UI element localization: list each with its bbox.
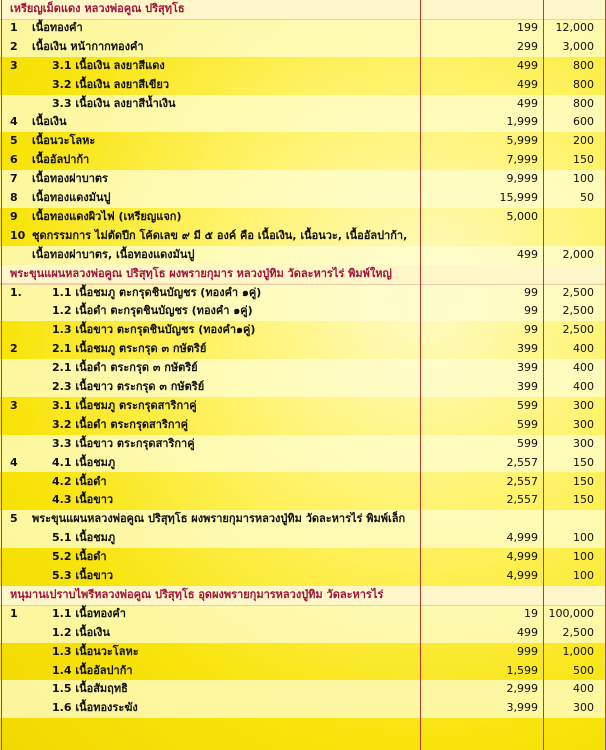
table-row bbox=[0, 246, 606, 265]
table-row bbox=[0, 643, 606, 662]
item-number: 4 bbox=[10, 455, 18, 469]
item-quantity: 1,000 bbox=[562, 644, 594, 658]
item-price bbox=[420, 227, 538, 246]
item-description: เนื้อเงิน หน้ากากทองคำ bbox=[32, 39, 144, 53]
section-title-row bbox=[0, 586, 606, 605]
table-row bbox=[0, 605, 606, 624]
item-quantity: 400 bbox=[573, 342, 594, 356]
item-number bbox=[10, 529, 28, 548]
item-price: 999 bbox=[517, 644, 538, 658]
item-price: 15,999 bbox=[499, 191, 538, 204]
item-number: 1 bbox=[10, 606, 18, 620]
item-number bbox=[10, 416, 28, 435]
item-price bbox=[420, 510, 538, 529]
item-price: 199 bbox=[517, 20, 538, 34]
item-number bbox=[10, 662, 28, 681]
table-row bbox=[0, 548, 606, 567]
table-row bbox=[0, 473, 606, 492]
item-price: 499 bbox=[517, 247, 538, 261]
item-description: 1.1 เนื้อชมภู ตะกรุดชินบัญชร (ทองคำ ๑คู่) bbox=[52, 285, 262, 299]
item-description: 4.2 เนื้อดำ bbox=[52, 474, 107, 488]
item-description: เนื้อทองฝาบาตร bbox=[32, 172, 108, 186]
item-quantity: 800 bbox=[573, 58, 594, 72]
item-number: 10 bbox=[10, 228, 26, 242]
item-description: เนื้อทองคำ bbox=[32, 20, 83, 34]
item-number: 3 bbox=[10, 398, 18, 412]
item-number: 7 bbox=[10, 172, 18, 186]
item-price: 7,999 bbox=[506, 153, 538, 167]
item-price: 399 bbox=[517, 342, 538, 356]
table-row bbox=[0, 416, 606, 435]
item-description: 3.3 เนื้อเงิน ลงยาสีน้ำเงิน bbox=[52, 96, 176, 110]
column-divider bbox=[543, 0, 544, 750]
item-quantity: 500 bbox=[573, 663, 594, 677]
table-row bbox=[0, 302, 606, 321]
item-quantity: 300 bbox=[573, 436, 594, 450]
item-price: 399 bbox=[517, 361, 538, 375]
item-quantity: 2,500 bbox=[562, 323, 594, 337]
item-price: 99 bbox=[524, 285, 538, 299]
section-title: หนุมานเปราบไพรีหลวงพ่อคูณ ปริสุทฺโธ อุดผงพรายกุมารหลวงปู่ทิม วัดละหารไร่ bbox=[10, 587, 384, 601]
item-description: 1.3 เนื้อนวะโลหะ bbox=[52, 644, 139, 658]
item-quantity: 300 bbox=[573, 398, 594, 412]
item-price: 499 bbox=[517, 77, 538, 91]
item-description: 2.3 เนื้อขาว ตระกรุด ๓ กษัตริย์ bbox=[52, 380, 205, 393]
item-number: 9 bbox=[10, 209, 18, 223]
table-row bbox=[0, 189, 606, 208]
item-quantity: 12,000 bbox=[555, 20, 594, 34]
item-number bbox=[10, 321, 28, 340]
item-number bbox=[10, 624, 28, 643]
item-quantity: 200 bbox=[573, 134, 594, 148]
table-row bbox=[0, 132, 606, 151]
item-number: 2 bbox=[10, 39, 18, 53]
item-description: 5.3 เนื้อขาว bbox=[52, 569, 114, 582]
table-row bbox=[0, 170, 606, 189]
item-description: 3.1 เนื้อชมภู ตระกรุดสาริกาคู่ bbox=[52, 398, 197, 412]
item-price: 99 bbox=[524, 323, 538, 337]
item-price: 599 bbox=[517, 436, 538, 450]
table-row bbox=[0, 454, 606, 473]
section-title-row bbox=[0, 0, 606, 19]
item-price: 19 bbox=[524, 606, 538, 620]
item-price: 399 bbox=[517, 380, 538, 393]
item-description: เนื้อนวะโลหะ bbox=[32, 134, 96, 148]
item-price: 599 bbox=[517, 417, 538, 431]
item-price: 4,999 bbox=[506, 550, 538, 564]
item-quantity: 300 bbox=[573, 417, 594, 431]
item-number: 3 bbox=[10, 58, 18, 72]
section-title: พระขุนแผนหลวงพ่อคูณ ปริสุทฺโธ ผงพรายกุมาร หลวงปู่ทิม วัดละหารไร่ พิมพ์ใหญ่ bbox=[10, 266, 392, 280]
item-price: 1,599 bbox=[506, 663, 538, 677]
section-title-row bbox=[0, 265, 606, 284]
item-description: เนื้อทองฝาบาตร, เนื้อทองแดงมันปู bbox=[32, 247, 195, 261]
item-description: 1.6 เนื้อทองระฆัง bbox=[52, 701, 138, 715]
item-description: ชุดกรรมการ ไม่ตัดปีก โค้ดเลข ๙ มี ๕ องค์ คือ เนื้อเงิน, เนื้อนวะ, เนื้ออัลปาก้า, bbox=[32, 228, 408, 242]
table-row bbox=[0, 699, 606, 718]
item-quantity: 150 bbox=[573, 455, 594, 469]
table-row bbox=[0, 680, 606, 699]
item-number: 5 bbox=[10, 134, 18, 148]
table-row bbox=[0, 624, 606, 643]
item-quantity: 150 bbox=[573, 153, 594, 167]
item-quantity bbox=[546, 227, 594, 246]
item-number: 5 bbox=[10, 512, 18, 526]
table-row bbox=[0, 208, 606, 227]
table-row bbox=[0, 19, 606, 38]
item-number: 4 bbox=[10, 115, 18, 129]
item-number bbox=[10, 567, 28, 586]
item-price: 1,999 bbox=[506, 115, 538, 129]
item-description: 1.2 เนื้อดำ ตะกรุดชินบัญชร (ทองคำ ๑คู่) bbox=[52, 304, 253, 318]
item-description: 1.2 เนื้อเงิน bbox=[52, 625, 110, 639]
item-number: 1 bbox=[10, 20, 18, 34]
item-quantity: 100 bbox=[573, 569, 594, 582]
item-description: 1.5 เนื้อสัมฤทธิ bbox=[52, 682, 128, 696]
item-quantity: 400 bbox=[573, 361, 594, 375]
item-description: เนื้อทองแดงมันปู bbox=[32, 191, 111, 204]
item-quantity: 2,500 bbox=[562, 625, 594, 639]
item-price: 4,999 bbox=[506, 531, 538, 545]
table-row bbox=[0, 397, 606, 416]
table-row bbox=[0, 76, 606, 95]
item-quantity bbox=[546, 208, 594, 227]
item-number: 2 bbox=[10, 342, 18, 356]
table-row bbox=[0, 284, 606, 303]
item-number bbox=[10, 435, 28, 454]
table-row bbox=[0, 38, 606, 57]
item-number bbox=[10, 76, 28, 95]
item-price: 2,557 bbox=[506, 455, 538, 469]
section-title: เหรียญเม็ดแดง หลวงพ่อคูณ ปริสุทฺโธ bbox=[10, 2, 185, 15]
item-quantity: 50 bbox=[580, 191, 594, 204]
item-description: 1.4 เนื้ออัลปาก้า bbox=[52, 663, 133, 677]
table-row bbox=[0, 567, 606, 586]
item-price: 2,557 bbox=[506, 474, 538, 488]
item-quantity: 150 bbox=[573, 474, 594, 488]
item-price: 2,999 bbox=[506, 682, 538, 696]
item-number bbox=[10, 378, 28, 397]
item-quantity: 2,000 bbox=[562, 247, 594, 261]
item-price: 2,557 bbox=[506, 493, 538, 507]
item-number: 8 bbox=[10, 191, 18, 204]
item-number bbox=[10, 359, 28, 378]
item-description: 3.3 เนื้อขาว ตระกรุดสาริกาคู่ bbox=[52, 436, 195, 450]
table-row bbox=[0, 321, 606, 340]
item-quantity: 300 bbox=[573, 701, 594, 715]
item-description: 3.1 เนื้อเงิน ลงยาสีแดง bbox=[52, 58, 165, 72]
item-description: พระขุนแผนหลวงพ่อคูณ ปริสุทฺโธ ผงพรายกุมารหลวงปู่ทิม วัดละหารไร่ พิมพ์เล็ก bbox=[32, 512, 406, 526]
table-row bbox=[0, 359, 606, 378]
item-description: 3.2 เนื้อดำ ตระกรุดสาริกาคู่ bbox=[52, 417, 189, 431]
item-description: เนื้อทองแดงผิวไฟ (เหรียญแจก) bbox=[32, 209, 182, 223]
item-number bbox=[10, 246, 28, 265]
item-number bbox=[10, 680, 28, 699]
item-description: 5.2 เนื้อดำ bbox=[52, 550, 107, 564]
item-number bbox=[10, 699, 28, 718]
item-price: 5,999 bbox=[506, 134, 538, 148]
item-price: 499 bbox=[517, 96, 538, 110]
item-quantity: 400 bbox=[573, 380, 594, 393]
item-description: เนื้ออัลปาก้า bbox=[32, 153, 90, 167]
item-quantity: 100,000 bbox=[548, 606, 594, 620]
item-description: 3.2 เนื้อเงิน ลงยาสีเขียว bbox=[52, 77, 170, 91]
table-row bbox=[0, 510, 606, 529]
item-quantity: 2,500 bbox=[562, 304, 594, 318]
item-number: 1. bbox=[10, 285, 22, 299]
table-row bbox=[0, 340, 606, 359]
item-number bbox=[10, 302, 28, 321]
item-description: 2.1 เนื้อดำ ตระกรุด ๓ กษัตริย์ bbox=[52, 361, 198, 375]
item-number: 6 bbox=[10, 153, 18, 167]
item-number bbox=[10, 95, 28, 114]
item-quantity: 800 bbox=[573, 96, 594, 110]
item-description: 2.1 เนื้อชมภู ตระกรุด ๓ กษัตริย์ bbox=[52, 342, 207, 356]
item-quantity: 100 bbox=[573, 172, 594, 186]
item-description: 4.1 เนื้อชมภู bbox=[52, 455, 116, 469]
item-quantity: 3,000 bbox=[562, 39, 594, 53]
item-quantity: 2,500 bbox=[562, 285, 594, 299]
table-row bbox=[0, 151, 606, 170]
column-divider bbox=[1, 0, 2, 750]
item-price: 299 bbox=[517, 39, 538, 53]
item-price: 9,999 bbox=[506, 172, 538, 186]
table-row bbox=[0, 491, 606, 510]
table-row bbox=[0, 435, 606, 454]
item-quantity: 100 bbox=[573, 550, 594, 564]
item-number bbox=[10, 491, 28, 510]
item-price: 499 bbox=[517, 58, 538, 72]
item-price: 4,999 bbox=[506, 569, 538, 582]
item-quantity: 400 bbox=[573, 682, 594, 696]
item-description: 4.3 เนื้อขาว bbox=[52, 493, 114, 507]
item-number bbox=[10, 548, 28, 567]
table-row bbox=[0, 227, 606, 246]
item-quantity: 100 bbox=[573, 531, 594, 545]
item-quantity: 150 bbox=[573, 493, 594, 507]
item-quantity: 800 bbox=[573, 77, 594, 91]
item-quantity: 600 bbox=[573, 115, 594, 129]
item-quantity bbox=[546, 510, 594, 529]
table-row bbox=[0, 378, 606, 397]
item-number bbox=[10, 473, 28, 492]
column-divider bbox=[420, 0, 421, 750]
item-description: เนื้อเงิน bbox=[32, 115, 67, 129]
item-price: 99 bbox=[524, 304, 538, 318]
table-row bbox=[0, 662, 606, 681]
item-description: 1.1 เนื้อทองคำ bbox=[52, 606, 126, 620]
item-price: 499 bbox=[517, 625, 538, 639]
item-price: 599 bbox=[517, 398, 538, 412]
item-description: 5.1 เนื้อชมภู bbox=[52, 531, 116, 545]
item-number bbox=[10, 643, 28, 662]
item-price: 5,000 bbox=[506, 209, 538, 223]
table-row bbox=[0, 95, 606, 114]
table-row bbox=[0, 57, 606, 76]
table-row bbox=[0, 113, 606, 132]
item-price: 3,999 bbox=[506, 701, 538, 715]
item-description: 1.3 เนื้อขาว ตะกรุดชินบัญชร (ทองคำ๑คู่) bbox=[52, 323, 256, 337]
table-row bbox=[0, 529, 606, 548]
